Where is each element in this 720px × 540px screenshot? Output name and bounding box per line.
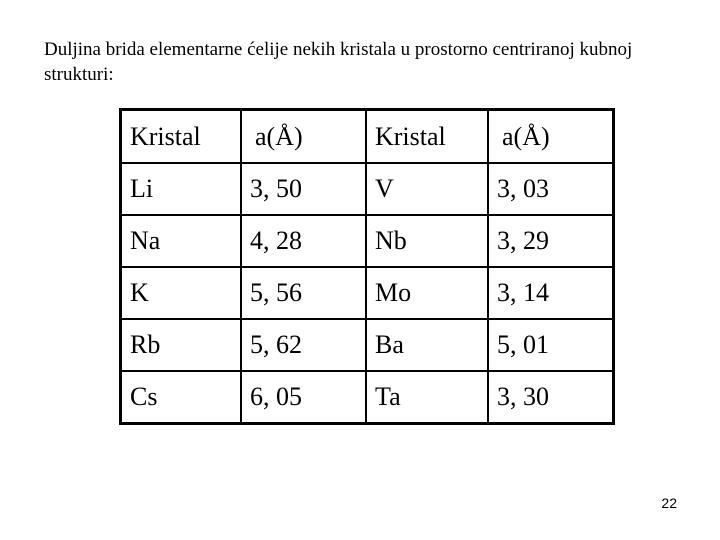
table-row bbox=[121, 215, 614, 267]
table-cell: 3, 29 bbox=[488, 215, 614, 267]
header-lattice-constant-2: a(Å) bbox=[488, 110, 614, 164]
table-cell: Cs bbox=[121, 371, 242, 424]
table-cell: Li bbox=[121, 163, 242, 215]
table-header-row bbox=[121, 110, 614, 164]
page-number: 22 bbox=[661, 495, 677, 511]
header-lattice-constant-1: a(Å) bbox=[241, 110, 366, 164]
table-cell: Rb bbox=[121, 319, 242, 371]
crystal-lattice-table bbox=[119, 108, 615, 425]
table-cell: 4, 28 bbox=[241, 215, 366, 267]
table-cell: 3, 14 bbox=[488, 267, 614, 319]
header-kristal-1: Kristal bbox=[121, 110, 242, 164]
table-cell: K bbox=[121, 267, 242, 319]
table-cell: 5, 62 bbox=[241, 319, 366, 371]
table-cell: 3, 03 bbox=[488, 163, 614, 215]
table-row bbox=[121, 163, 614, 215]
intro-text: Duljina brida elementarne ćelije nekih kristala u prostorno centriranoj kubnoj strukturi: bbox=[44, 39, 633, 85]
table-cell: Nb bbox=[366, 215, 488, 267]
table-cell: 5, 56 bbox=[241, 267, 366, 319]
table-cell: 3, 50 bbox=[241, 163, 366, 215]
table-cell: Mo bbox=[366, 267, 488, 319]
table-row bbox=[121, 319, 614, 371]
table-cell: 6, 05 bbox=[241, 371, 366, 424]
table-cell: Ba bbox=[366, 319, 488, 371]
header-kristal-2: Kristal bbox=[366, 110, 488, 164]
table-row bbox=[121, 371, 614, 424]
table-cell: Ta bbox=[366, 371, 488, 424]
table-cell: Na bbox=[121, 215, 242, 267]
table-row bbox=[121, 267, 614, 319]
table-cell: V bbox=[366, 163, 488, 215]
table-cell: 5, 01 bbox=[488, 319, 614, 371]
table-cell: 3, 30 bbox=[488, 371, 614, 424]
